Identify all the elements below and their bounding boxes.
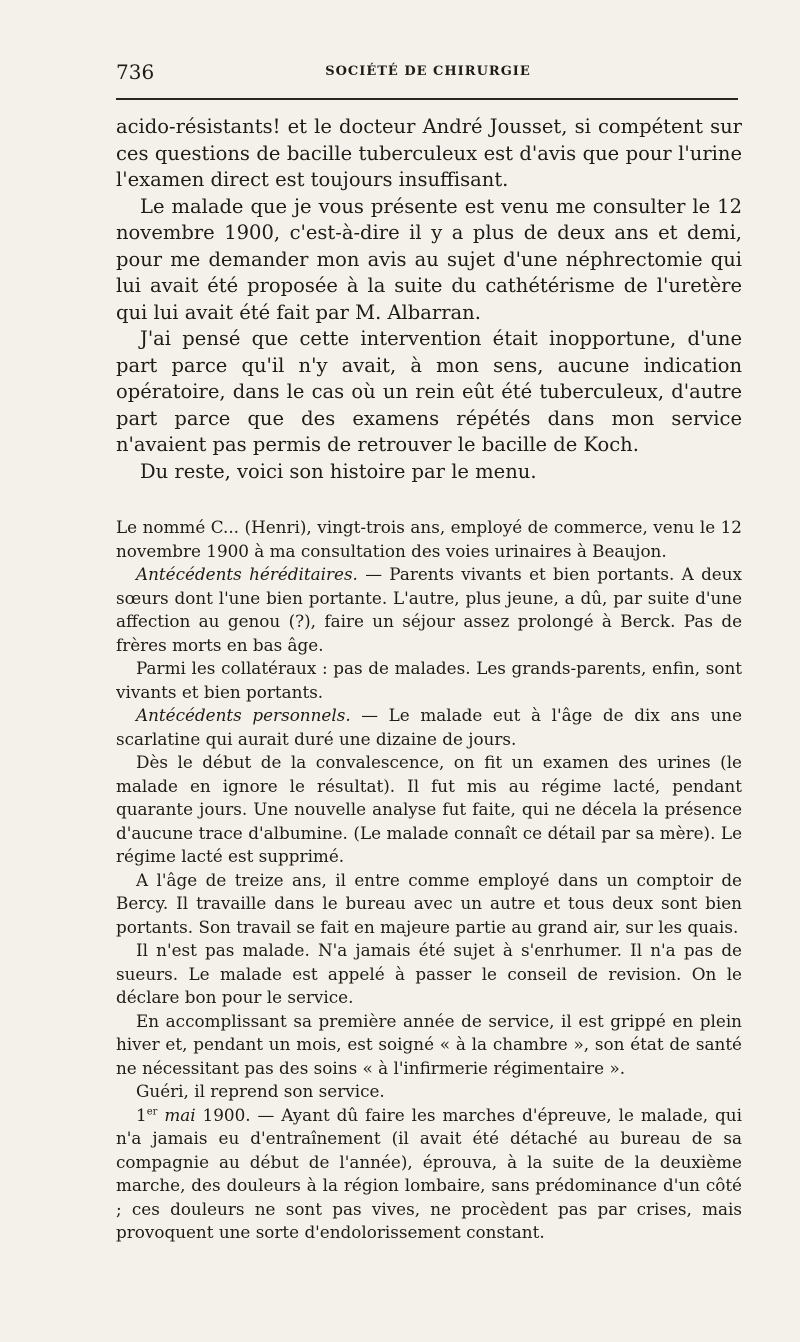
date-month: mai (164, 1104, 196, 1125)
may-text: — Ayant dû faire les marches d'épreuve, le malade, qui n'a jamais eu d'entraînement (il avait été détaché au bureau de sa compagnie au début de l'année), éprouva, à la suite de la deuxième marche, des douleurs à la région lombaire, sans prédominance d'un côté ; ces douleurs ne sont pas vives, ne procèdent pas par crises, mais provoquent une sorte d'endolorissement constant. (116, 1104, 742, 1242)
case-paragraph-health: Il n'est pas malade. N'a jamais été sujet à s'enrhumer. Il n'a pas de sueurs. Le malade est appelé à passer le conseil de revision. On le déclare bon pour le service. (116, 940, 742, 1007)
case-paragraph-service: En accomplissant sa première année de service, il est grippé en plein hiver et, pendant un mois, est soigné « à la chambre », son état de santé ne nécessitant pas des soins « à l'infirmerie régimentaire ». (116, 1010, 742, 1078)
case-paragraph-convalescence: Dès le début de la convalescence, on fit un examen des urines (le malade en ignore le résultat). Il fut mis au régime lacté, pendant quarante jours. Une nouvelle analyse fut faite, qui ne décela la présence d'aucune trace d'albumine. (Le malade connaît ce détail par sa mère). Le régime lacté est supprimé. (116, 752, 742, 866)
page-number: 736 (116, 60, 155, 84)
hereditary-text: — Parents vivants et bien portants. A deux sœurs dont l'une bien portante. L'autre, plus jeune, a dû, par suite d'une affection au genou (?), faire un séjour assez prolongé à Berck. Pas de frères morts en bas âge. (116, 564, 743, 655)
date-day: 1 (136, 1104, 147, 1125)
case-report (116, 516, 742, 1245)
header-rule (116, 98, 738, 100)
paragraph-2: Le malade que je vous présente est venu me consulter le 12 novembre 1900, c'est-à-dire il y a plus de deux ans et demi, pour me demander mon avis au sujet d'une néphrectomie qui lui avait été proposée à la suite du cathétérisme de l'uretère qui lui avait été fait par M. Albarran. (116, 194, 742, 324)
case-paragraph-recovery: Guéri, il reprend son service. (136, 1081, 385, 1101)
case-paragraph-may (116, 1104, 742, 1245)
case-paragraph-collateral: Parmi les collatéraux : pas de malades. Les grands-parents, enfin, sont vivants et bien portants. (116, 658, 742, 702)
journal-title: SOCIÉTÉ DE CHIRURGIE (325, 64, 531, 79)
date-year: 1900. (195, 1104, 251, 1125)
paragraph-3: J'ai pensé que cette intervention était inopportune, d'une part parce qu'il n'y avait, à mon sens, aucune indication opératoire, dans le cas où un rein eût été tuberculeux, d'autre part parce que des examens répétés dans mon service n'avaient pas permis de retrouver le bacille de Koch. (116, 327, 742, 456)
running-head (116, 60, 740, 88)
date-ordinal: er (146, 1105, 158, 1117)
paragraph-1: acido-résistants! et le docteur André Jousset, si compétent sur ces questions de bacille tuberculeux est d'avis que pour l'urine l'examen direct est toujours insuffisant. (116, 115, 742, 191)
case-paragraph-personal (116, 704, 742, 751)
case-paragraph-work: A l'âge de treize ans, il entre comme employé dans un comptoir de Bercy. Il travaille dans le bureau avec un autre et tous deux sont bien portants. Son travail se fait en majeure partie au grand air, sur les quais. (116, 869, 742, 937)
case-paragraph-hereditary (116, 563, 742, 657)
personal-text: — Le malade eut à l'âge de dix ans une scarlatine qui aurait duré une dizaine de jours. (116, 705, 742, 749)
main-text (116, 114, 742, 485)
personal-label: Antécédents personnels. (136, 705, 351, 725)
hereditary-label: Antécédents héréditaires. (136, 564, 358, 584)
paragraph-4: Du reste, voici son histoire par le menu. (140, 459, 537, 483)
case-paragraph-1: Le nommé C... (Henri), vingt-trois ans, employé de commerce, venu le 12 novembre 1900 à ma consultation des voies urinaires à Beaujon. (116, 517, 742, 561)
